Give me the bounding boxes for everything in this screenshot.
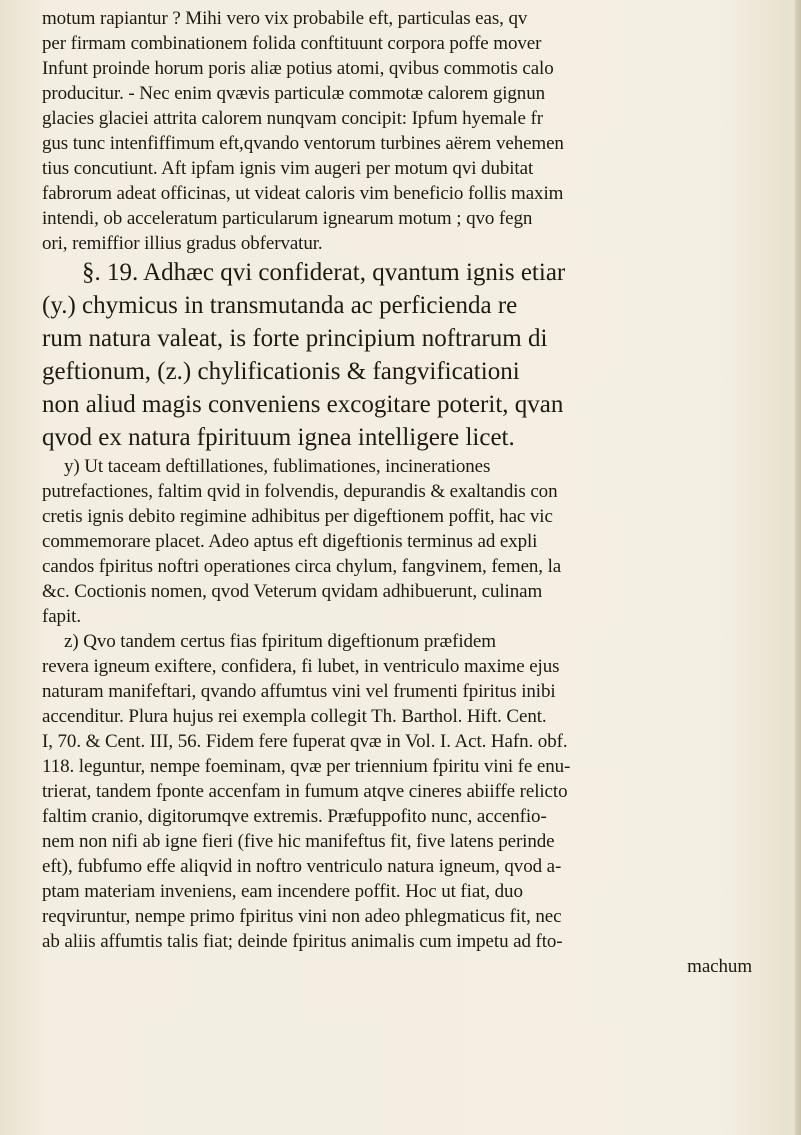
catchword: machum [687, 956, 752, 977]
text-line: per firmam combinationem folida conftituunt corpora poffe mover [42, 33, 542, 54]
note-y-line: y) Ut taceam deftillationes, fublimationes, incinerationes [64, 456, 491, 477]
text-line: nem non nifi ab igne fieri (five hic manifeftus fit, five latens perinde [42, 831, 555, 852]
text-line: naturam manifeftari, qvando affumtus vini vel frumenti fpiritus inibi [42, 681, 556, 702]
text-line: producitur. - Nec enim qvævis particulæ commotæ calorem gignun [42, 83, 546, 104]
section-heading-line: §. 19. Adhæc qvi confiderat, qvantum ignis etiar [82, 259, 566, 286]
text-line: &c. Coctionis nomen, qvod Veterum qvidam adhibuerunt, culinam [42, 581, 543, 602]
text-line: commemorare placet. Adeo aptus eft digeftionis terminus ad expli [42, 531, 538, 552]
text-line: candos fpiritus noftri operationes circa chylum, fangvinem, femen, la [42, 556, 562, 577]
text-line: motum rapiantur ? Mihi vero vix probabile eft, particulas eas, qv [42, 8, 528, 29]
page-text [42, 6, 801, 979]
text-line: gus tunc intenfiffimum eft,qvando ventorum turbines aërem vehemen [42, 133, 564, 154]
text-line: glacies glaciei attrita calorem nunqvam concipit: Ipfum hyemale fr [42, 108, 543, 129]
text-line: intendi, ob acceleratum particularum ignearum motum ; qvo fegn [42, 208, 533, 229]
page-edge-shadow [795, 0, 801, 1135]
text-line: reqviruntur, nempe primo fpiritus vini non adeo phlegmaticus fit, nec [42, 906, 562, 927]
text-line: ab aliis affumtis talis fiat; deinde fpiritus animalis cum impetu ad fto- [42, 931, 563, 952]
text-line: fapit. [42, 606, 81, 627]
text-line: I, 70. & Cent. III, 56. Fidem fere fuperat qvæ in Vol. I. Act. Hafn. obf. [42, 731, 568, 752]
large-text-line: (y.) chymicus in transmutanda ac perficienda re [42, 292, 518, 319]
text-line: fabrorum adeat officinas, ut videat caloris vim beneficio follis maxim [42, 183, 564, 204]
text-line: faltim cranio, digitorumqve extremis. Præfuppofito nunc, accenfio- [42, 806, 547, 827]
large-text-line: qvod ex natura fpirituum ignea intelligere licet. [42, 424, 515, 451]
text-line: 118. leguntur, nempe foeminam, qvæ per triennium fpiritu vini fe enu- [42, 756, 571, 777]
text-line: tius concutiunt. Aft ipfam ignis vim augeri per motum qvi dubitat [42, 158, 534, 179]
text-line: accenditur. Plura hujus rei exempla collegit Th. Barthol. Hift. Cent. [42, 706, 547, 727]
large-text-line: geftionum, (z.) chylificationis & fangvificationi [42, 358, 520, 385]
text-line: cretis ignis debito regimine adhibitus per digeftionem poffit, hac vic [42, 506, 553, 527]
large-text-line: rum natura valeat, is forte principium noftrarum di [42, 325, 548, 352]
text-line: eft), fubfumo effe aliqvid in noftro ventriculo natura igneum, qvod a- [42, 856, 562, 877]
note-z-line: z) Qvo tandem certus fias fpiritum digeftionum præfidem [64, 631, 496, 652]
text-line: revera igneum exiftere, confidera, fi lubet, in ventriculo maxime ejus [42, 656, 560, 677]
text-line: putrefactiones, faltim qvid in folvendis, depurandis & exaltandis con [42, 481, 558, 502]
text-line: Infunt proinde horum poris aliæ potius atomi, qvibus commotis calo [42, 58, 554, 79]
text-line: ptam materiam inveniens, eam incendere poffit. Hoc ut fiat, duo [42, 881, 523, 902]
text-line: ori, remiffior illius gradus obfervatur. [42, 233, 323, 254]
text-line: trierat, tandem fponte accenfam in fumum atqve cineres abiiffe relicto [42, 781, 568, 802]
large-text-line: non aliud magis conveniens excogitare poterit, qvan [42, 391, 564, 418]
